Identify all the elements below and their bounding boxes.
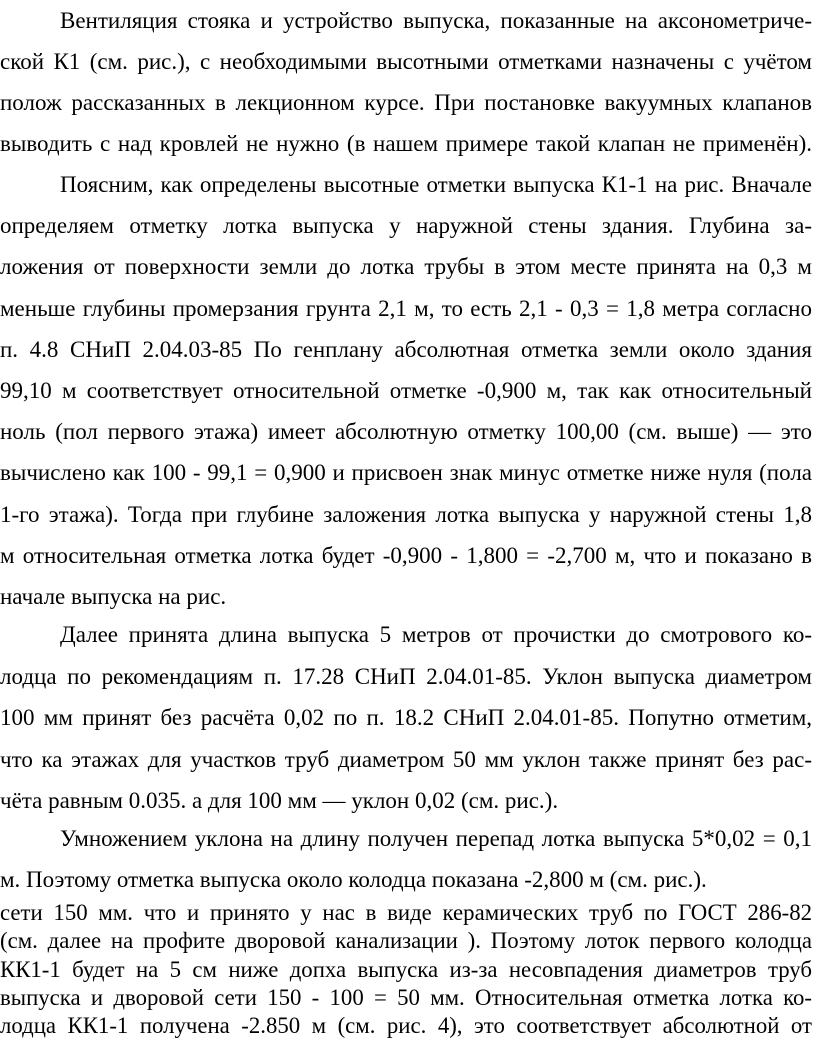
text-line: Далее принята длина выпуска 5 метров от прочистки до смотрового ко- — [60, 622, 812, 647]
text-line: 99,10 м соответствует относительной отметке -0,900 м, так как относительный — [0, 378, 812, 404]
text-line: сети 150 мм. что и принято у нас в виде керамических труб по ГОСТ 286-82 — [0, 900, 812, 925]
paragraph-drop-calculation — [0, 818, 812, 900]
text-line: лодца КК1-1 получена -2.850 м (см. рис. 4), это соответствует абсолютной от — [0, 1013, 812, 1039]
text-line: п. 4.8 СНиП 2.04.03-85 По генплану абсолютная отметка земли около здания — [0, 336, 812, 362]
text-line: лодца по рекомендациям п. 17.28 СНиП 2.04.01-85. Уклон выпуска диаметром — [0, 663, 812, 689]
text-line: м. Поэтому отметка выпуска около колодца показана -2,800 м (см. рис.). — [0, 867, 707, 892]
text-line: начале выпуска на рис. — [0, 584, 227, 610]
text-line: КК1-1 будет на 5 см ниже допха выпуска из-за несовпадения диаметров труб — [0, 956, 812, 982]
paragraph-ventilation — [0, 0, 812, 164]
text-line: вычислено как 100 - 99,1 = 0,900 и присвоен знак минус отметке ниже нуля (пола — [0, 460, 812, 486]
text-line: ноль (пол первого этажа) имеет абсолютную отметку 100,00 (см. выше) — это — [0, 419, 812, 445]
text-line: выводить с над кровлей не нужно (в нашем примере такой клапан не применён). — [0, 131, 812, 156]
text-line: Умножением уклона на длину получен перепад лотка выпуска 5*0,02 = 0,1 — [60, 826, 812, 851]
text-line: 100 мм принят без расчёта 0,02 по п. 18.2 СНиП 2.04.01-85. Попутно отметим, — [0, 705, 812, 730]
text-line: что ка этажах для участков труб диаметром 50 мм уклон также принят без рас- — [0, 746, 812, 772]
text-line: Поясним, как определены высотные отметки выпуска К1-1 на рис. Вначале — [60, 172, 812, 197]
text-line: 1-го этажа). Тогда при глубине заложения лотка выпуска у наружной стены 1,8 — [0, 501, 812, 527]
paragraph-yard-network — [0, 899, 812, 1040]
text-line: м относительная отметка лотка будет -0,900 - 1,800 = -2,700 м, что и показано в — [0, 542, 812, 568]
paragraph-outlet-length — [0, 614, 812, 822]
text-line: Вентиляция стояка и устройство выпуска, показанные на аксонометриче- — [60, 8, 812, 33]
text-line: ской К1 (см. рис.), с необходимыми высотными отметками назначены с учётом — [0, 49, 812, 74]
text-line: ложения от поверхности земли до лотка трубы в этом месте принята на 0,3 м — [0, 254, 812, 280]
text-line: меньше глубины промерзания грунта 2,1 м, то есть 2,1 - 0,3 = 1,8 метра согласно — [0, 295, 812, 321]
text-line: чёта равным 0.035. а для 100 мм — уклон 0,02 (см. рис.). — [0, 788, 559, 813]
paragraph-elevation-marks — [0, 164, 812, 617]
text-line: выпуска и дворовой сети 150 - 100 = 50 мм. Относительная отметка лотка ко- — [0, 984, 812, 1010]
text-line: (см. далее на профите дворовой канализации ). Поэтому лоток первого колодца — [0, 928, 812, 954]
text-line: определяем отметку лотка выпуска у наружной стены здания. Глубина за- — [0, 213, 812, 239]
text-line: полож рассказанных в лекционном курсе. При постановке вакуумных клапанов — [0, 90, 812, 115]
